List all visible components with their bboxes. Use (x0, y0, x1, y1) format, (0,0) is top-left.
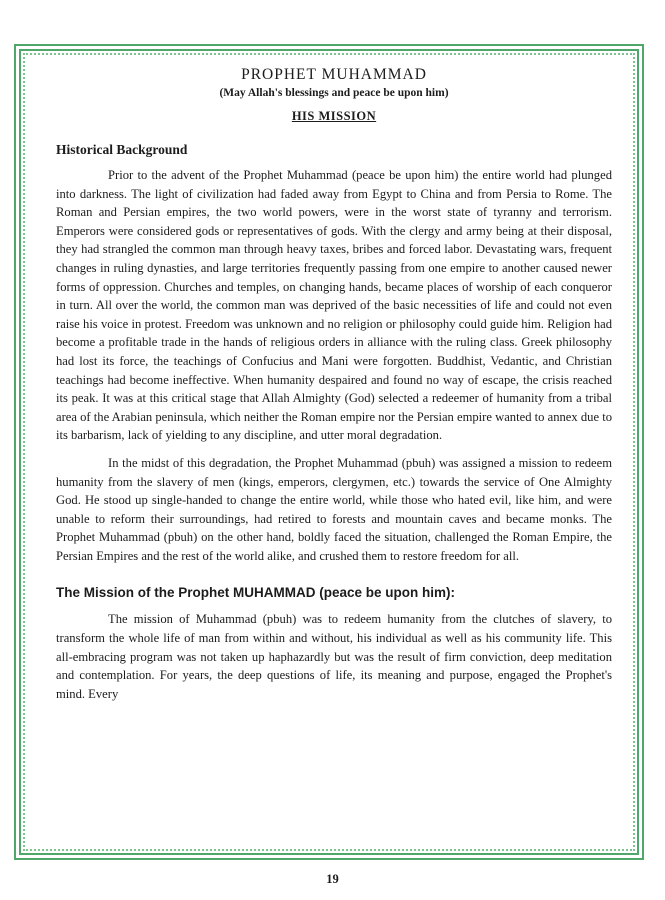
page-number: 19 (326, 872, 339, 886)
page-title: PROPHET MUHAMMAD (241, 66, 427, 83)
paragraph: In the midst of this degradation, the Prophet Muhammad (pbuh) was assigned a mission to redeem humanity from the slavery of men (kings, emperors, clergymen, etc.) towards the service of One Almighty God. He stood up single-handed to change the entire world, while those who hated evil, like him, and were unable to reform their surroundings, had retired to forests and mountain caves and became monks. The Prophet Muhammad (pbuh) on the other hand, boldly faced the situation, challenged the Roman Empire, the Persian Empires and the rest of the world alike, and crushed them to restore freedom for all. (56, 455, 612, 563)
page-subtitle: (May Allah's blessings and peace be upon him) (219, 87, 449, 99)
paragraph: Prior to the advent of the Prophet Muhammad (peace be upon him) the entire world had plunged into darkness. The light of civilization had faded away from Egypt to China and from Persia to Rome. The Roman and Persian empires, the two world powers, were in the worst state of tyranny and terrorism. Emperors were considered gods or representatives of gods. With the clergy and army being at their disposal, they had strangled the common man through heavy taxes, bribes and forced labor. Devastating wars, frequent changes in ruling dynasties, and large territories frequently passing from one empire to another caused newer forms of oppression. Churches and temples, on changing hands, became places of worship of each conqueror in turn. All over the world, the common man was deprived of the basic necessities of life and could not even raise his voice in protest. Freedom was unknown and no religion or philosophy could guide him. Religion had become a profitable trade in the hands of religious orders in alliance with the ruling class. Greek philosophy had lost its force, the teachings of Confucius and Mani were forgotten. Buddhist, Vedantic, and Christian teachings had become ineffective. When humanity despaired and found no way of escape, the crisis reached its peak. It was at this critical stage that Allah Almighty (God) selected a redeemer of humanity from a tribal area of the Arabian peninsula, which neither the Roman empire nor the Persian empire wanted to annex due to its barbarism, lack of yielding to any discipline, and utter moral degradation. (56, 168, 612, 443)
page-content (56, 66, 612, 703)
section-heading: The Mission of the Prophet MUHAMMAD (peace be upon him): (56, 585, 455, 601)
section-mission (56, 585, 612, 703)
mission-heading: HIS MISSION (291, 109, 377, 123)
section-historical-background (56, 142, 612, 565)
section-heading: Historical Background (56, 142, 188, 157)
paragraph: The mission of Muhammad (pbuh) was to redeem humanity from the clutches of slavery, to transform the whole life of man from within and without, his individual as well as his community life. This all-embracing program was not taken up haphazardly but was the result of firm conviction, deep meditation and contemplation. For years, the deep questions of life, its meaning and purpose, engaged the Prophet's mind. Every (56, 612, 612, 701)
